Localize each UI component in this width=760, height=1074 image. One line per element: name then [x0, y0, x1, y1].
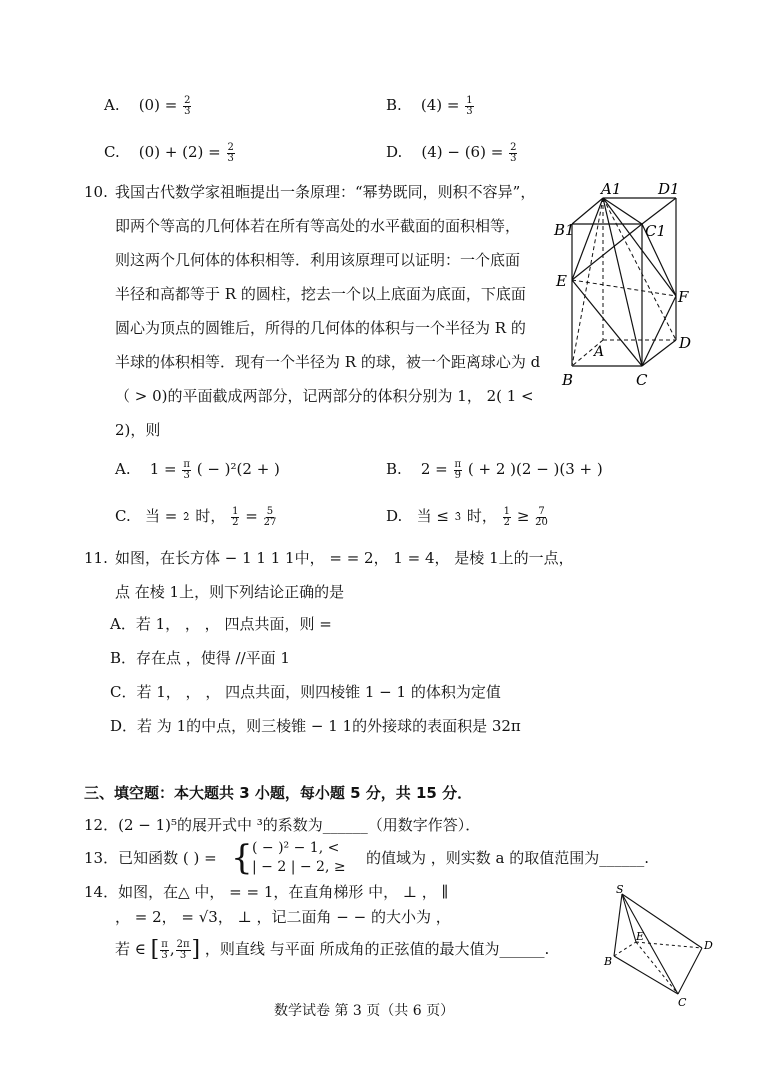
q11-number: 11.	[84, 549, 108, 567]
q13-brace: {	[231, 838, 253, 878]
q10-option-d: D. 当 ≤ 3 时， $\frac{1}{2}$ ≥ $\frac{7}{20}$	[386, 505, 548, 528]
q9-c-fraction: $\frac{2}{3}$	[227, 141, 234, 164]
q10-option-a: A. 1 = $\frac{\pi}{3}$ ( − )²(2 + )	[115, 458, 280, 481]
q9-option-c: C. (0) + (2) = $\frac{2}{3}$	[104, 141, 234, 164]
q9-option-a: A. (0) = $\frac{2}{3}$	[104, 94, 191, 117]
q13-tail: 的值域为 ，则实数 a 的取值范围为______.	[366, 849, 650, 867]
q11-line: 点 在棱 1上，则下列结论正确的是	[115, 583, 345, 601]
q13-line: 13．已知函数 ( ) =	[84, 849, 217, 867]
pyramid-figure	[598, 882, 724, 1008]
q10-option-c: C. 当 = 2 时， $\frac{1}{2}$ = $\frac{5}{27}$	[115, 505, 277, 528]
q13-case-1: ( − )² − 1, <	[252, 840, 340, 856]
label-c: C	[636, 371, 648, 389]
q9-a-fraction: $\frac{2}{3}$	[184, 94, 191, 117]
label-a: A	[594, 344, 605, 360]
q10-option-b: B. 2 = $\frac{\pi}{9}$ ( + 2 )(2 − )(3 + )	[386, 458, 603, 481]
label-b: B	[604, 955, 613, 968]
q10-number: 10.	[84, 183, 108, 201]
q9-d-fraction: $\frac{2}{3}$	[510, 141, 517, 164]
q10-line: 即两个等高的几何体若在所有等高处的水平截面的面积相等，	[115, 217, 521, 235]
label-e: E	[556, 272, 567, 290]
q10-line: 半球的体积相等．现有一个半径为 R 的球，被一个距离球心为 d	[115, 353, 541, 371]
label-d: D	[704, 939, 713, 952]
q9-option-d: D. (4) − (6) = $\frac{2}{3}$	[386, 141, 517, 164]
label-b1: B1	[554, 221, 575, 239]
prism-figure	[548, 178, 700, 392]
q9-b-fraction: $\frac{1}{3}$	[466, 94, 473, 117]
q10-line: 半径和高都等于 R 的圆柱，挖去一个以上底面为底面，下底面	[115, 285, 526, 303]
section-heading: 三、填空题：本大题共 3 小题，每小题 5 分，共 15 分．	[84, 784, 473, 802]
q10-line: 则这两个几何体的体积相等．利用该原理可以证明：一个底面	[115, 251, 521, 269]
q11-option-c: C．若 1， ， ， 四点共面，则四棱锥 1 − 1 的体积为定值	[110, 683, 501, 701]
label-a1: A1	[601, 180, 622, 198]
q11-option-b: B．存在点 ，使得 //平面 1	[110, 649, 290, 667]
q14-line3: 若 ∈ [ $\frac{\pi}{3}$ , $\frac{2\pi}{3}$ ] ，则直线 与平面 所成角的正弦值的最大值为______.	[115, 937, 550, 962]
q10-line: （ > 0)的平面截成两部分，记两部分的体积分别为 1， 2( 1 <	[115, 387, 534, 405]
q11-option-a: A．若 1， ， ， 四点共面，则 =	[110, 615, 332, 633]
q14-line: ， = 2， = √3， ⊥ ，记二面角 − − 的大小为 ，	[115, 908, 451, 926]
label-e: E	[636, 930, 645, 943]
q14-line: 14．如图，在△ 中， = = 1，在直角梯形 中， ⊥ ， ∥	[84, 883, 449, 901]
label-d1: D1	[658, 180, 680, 198]
q9-option-b: B. (4) = $\frac{1}{3}$	[386, 94, 473, 117]
label-c1: C1	[645, 222, 667, 240]
label-f: F	[678, 288, 689, 306]
label-d: D	[679, 334, 692, 352]
label-c: C	[678, 996, 687, 1008]
label-s: S	[616, 883, 624, 896]
q11-option-d: D．若 为 1的中点，则三棱锥 − 1 1的外接球的表面积是 32π	[110, 717, 521, 735]
page-footer: 数学试卷 第 3 页（共 6 页）	[274, 1003, 455, 1019]
q10-line: 2)，则	[115, 421, 161, 439]
label-b: B	[562, 371, 574, 389]
q13-case-2: | − 2 | − 2, ≥	[252, 859, 346, 875]
q10-line: 圆心为顶点的圆锥后，所得的几何体的体积与一个半径为 R 的	[115, 319, 526, 337]
q11-line: 如图，在长方体 − 1 1 1 1中， = = 2， 1 = 4， 是棱 1上的一点，	[115, 549, 574, 567]
q10-line: 我国古代数学家祖暅提出一条原理：“幂势既同，则积不容异”，	[115, 183, 536, 201]
q12-line: 12．(2 − 1)⁵的展开式中 ³的系数为______（用数字作答）．	[84, 816, 481, 834]
